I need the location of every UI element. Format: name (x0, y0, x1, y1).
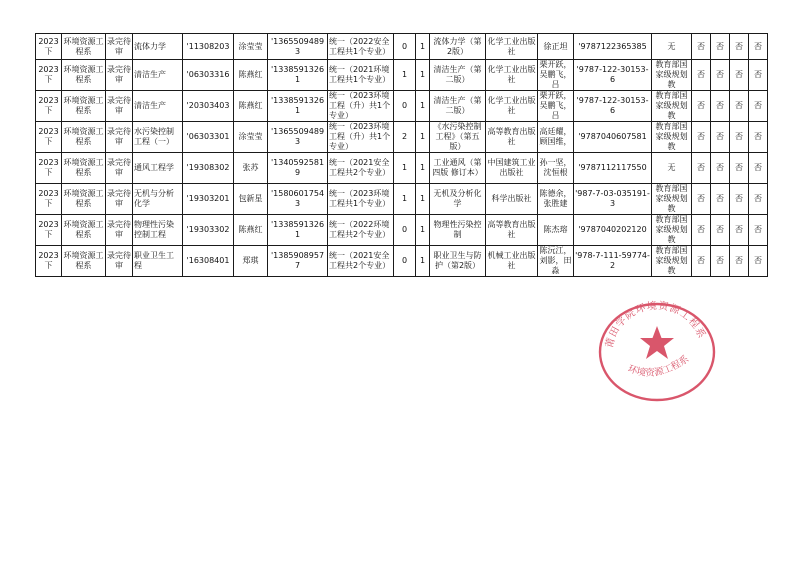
cell-editor: 陈沅江，刘影，田淼 (539, 246, 572, 275)
cell-col-b: 1 (416, 34, 430, 60)
cell-textbook: 物理性污染控制 (430, 215, 486, 246)
cell-isbn: '9787040607581 (574, 122, 652, 153)
cell-flag3: 否 (730, 184, 749, 215)
cell-flag2: 否 (711, 60, 730, 91)
cell-level: 教育部国家级规划教 (652, 122, 692, 153)
cell-teacher: 郑琪 (234, 246, 268, 277)
cell-textbook: 职业卫生与防护（第2版） (430, 246, 486, 277)
cell-col-a: 0 (394, 91, 416, 122)
cell-course: 无机与分析化学 (133, 184, 183, 215)
cell-flag2: 否 (711, 215, 730, 246)
cell-publisher: 科学出版社 (486, 184, 538, 215)
cell-col-b: 1 (416, 91, 430, 122)
textbook-table (35, 33, 768, 277)
cell-teacher: 张苏 (234, 153, 268, 184)
cell-level: 无 (652, 153, 692, 184)
cell-textbook: 清洁生产（第二版） (430, 60, 486, 91)
cell-phone: '13859089577 (268, 246, 328, 277)
textbook-table-sheet (35, 33, 768, 277)
cell-status: 录完待审 (106, 215, 133, 246)
cell-isbn: '9787040202120 (574, 215, 652, 246)
cell-phone: '13385913261 (268, 91, 328, 122)
cell-course-code: '19303201 (183, 184, 234, 215)
cell-flag3: 否 (730, 215, 749, 246)
cell-category: 统一（2021安全工程共2个专业） (328, 246, 394, 277)
cell-textbook: 无机及分析化学 (430, 184, 486, 215)
cell-level: 教育部国家级规划教 (652, 60, 692, 91)
cell-publisher: 化学工业出版社 (486, 91, 538, 122)
cell-publisher: 高等教育出版社 (486, 122, 538, 153)
cell-flag2: 否 (711, 122, 730, 153)
cell-department: 环境资源工程系 (62, 34, 106, 60)
cell-col-a: 1 (394, 153, 416, 184)
cell-flag2: 否 (711, 184, 730, 215)
cell-department: 环境资源工程系 (62, 246, 106, 277)
cell-flag1: 否 (692, 91, 711, 122)
cell-course-code: '19303302 (183, 215, 234, 246)
cell-department: 环境资源工程系 (62, 122, 106, 153)
cell-year-term: 2023下 (36, 184, 62, 215)
cell-flag1: 否 (692, 153, 711, 184)
cell-flag3: 否 (730, 34, 749, 60)
cell-course: 职业卫生工程 (133, 246, 183, 277)
cell-teacher: 涂莹莹 (234, 34, 268, 60)
cell-flag2: 否 (711, 34, 730, 60)
cell-department: 环境资源工程系 (62, 184, 106, 215)
cell-teacher: 陈燕红 (234, 215, 268, 246)
cell-flag4: 否 (749, 153, 768, 184)
cell-col-b: 1 (416, 184, 430, 215)
cell-status: 录完待审 (106, 246, 133, 277)
cell-flag3: 否 (730, 122, 749, 153)
department-seal-stamp (596, 298, 718, 402)
cell-flag4: 否 (749, 215, 768, 246)
cell-level: 教育部国家级规划教 (652, 91, 692, 122)
cell-course-code: '06303316 (183, 60, 234, 91)
cell-col-b: 1 (416, 246, 430, 277)
cell-flag4: 否 (749, 34, 768, 60)
cell-course: 水污染控制工程（一） (133, 122, 183, 153)
cell-status: 录完待审 (106, 184, 133, 215)
cell-isbn: '978-7-111-59774-2 (574, 246, 652, 277)
table-row (36, 184, 768, 215)
table-row (36, 122, 768, 153)
cell-editor: 栗开跃，吴鹏飞，吕 (539, 91, 572, 120)
cell-col-b: 1 (416, 60, 430, 91)
cell-department: 环境资源工程系 (62, 215, 106, 246)
cell-isbn: '9787-122-30153-6 (574, 60, 652, 91)
cell-status: 录完待审 (106, 153, 133, 184)
cell-level: 无 (652, 34, 692, 60)
cell-publisher: 高等教育出版社 (486, 215, 538, 246)
cell-category: 统一（2023环境工程（升）共1个专业） (328, 122, 394, 153)
cell-teacher: 陈燕红 (234, 91, 268, 122)
cell-isbn: '9787112117550 (574, 153, 652, 184)
cell-department: 环境资源工程系 (62, 153, 106, 184)
cell-col-a: 1 (394, 60, 416, 91)
cell-isbn: '9787-122-30153-6 (574, 91, 652, 122)
cell-category: 统一（2022安全工程共1个专业） (328, 34, 394, 60)
cell-flag1: 否 (692, 60, 711, 91)
cell-phone: '13655094893 (268, 122, 328, 153)
cell-category: 统一（2023环境工程（升）共1个专业） (328, 91, 394, 122)
cell-textbook: 工业通风（第四版 修订本） (430, 153, 486, 184)
cell-col-b: 1 (416, 153, 430, 184)
cell-course: 通风工程学 (133, 153, 183, 184)
table-row (36, 153, 768, 184)
table-row (36, 34, 768, 60)
cell-flag4: 否 (749, 60, 768, 91)
cell-flag1: 否 (692, 215, 711, 246)
cell-flag2: 否 (711, 246, 730, 277)
cell-year-term: 2023下 (36, 153, 62, 184)
cell-course: 清洁生产 (133, 91, 183, 122)
cell-flag4: 否 (749, 246, 768, 277)
cell-course-code: '16308401 (183, 246, 234, 277)
cell-col-a: 0 (394, 34, 416, 60)
cell-flag1: 否 (692, 246, 711, 277)
cell-course: 物理性污染控制工程 (133, 215, 183, 246)
cell-editor: 高廷耀，顾国维， (538, 122, 574, 153)
cell-col-b: 1 (416, 122, 430, 153)
cell-isbn: '987-7-03-035191-3 (574, 184, 652, 215)
cell-flag3: 否 (730, 91, 749, 122)
cell-year-term: 2023下 (36, 122, 62, 153)
table-row (36, 246, 768, 277)
cell-flag2: 否 (711, 91, 730, 122)
cell-category: 统一（2023环境工程共1个专业） (328, 184, 394, 215)
cell-year-term: 2023下 (36, 60, 62, 91)
cell-col-a: 2 (394, 122, 416, 153)
cell-editor: 徐正坦 (538, 34, 574, 60)
cell-level: 教育部国家级规划教 (652, 246, 692, 277)
cell-editor: 陈德余，张胜建 (538, 184, 574, 215)
cell-phone: '13655094893 (268, 34, 328, 60)
cell-level: 教育部国家级规划教 (652, 215, 692, 246)
cell-teacher: 陈燕红 (234, 60, 268, 91)
cell-textbook: 清洁生产（第二版） (430, 91, 486, 122)
cell-status: 录完待审 (106, 34, 133, 60)
cell-year-term: 2023下 (36, 91, 62, 122)
cell-course-code: '11308203 (183, 34, 234, 60)
cell-phone: '13385913261 (268, 60, 328, 91)
table-row (36, 60, 768, 91)
cell-course-code: '06303301 (183, 122, 234, 153)
cell-textbook: 《水污染控制工程》（第五版） (430, 122, 486, 153)
cell-textbook: 流体力学（第2版） (430, 34, 486, 60)
cell-department: 环境资源工程系 (62, 60, 106, 91)
cell-flag2: 否 (711, 153, 730, 184)
cell-flag4: 否 (749, 91, 768, 122)
table-row (36, 91, 768, 122)
cell-publisher: 机械工业出版社 (486, 246, 538, 277)
cell-col-b: 1 (416, 215, 430, 246)
cell-year-term: 2023下 (36, 34, 62, 60)
cell-flag1: 否 (692, 184, 711, 215)
cell-flag3: 否 (730, 246, 749, 277)
cell-phone: '13385913261 (268, 215, 328, 246)
cell-flag3: 否 (730, 60, 749, 91)
cell-phone: '15806017543 (268, 184, 328, 215)
cell-status: 录完待审 (106, 60, 133, 91)
cell-col-a: 0 (394, 246, 416, 277)
cell-course: 流体力学 (133, 34, 183, 60)
cell-editor: 栗开跃，吴鹏飞，吕 (539, 60, 572, 89)
cell-course-code: '20303403 (183, 91, 234, 122)
cell-publisher: 化学工业出版社 (486, 34, 538, 60)
cell-publisher: 中国建筑工业出版社 (486, 153, 538, 184)
cell-flag1: 否 (692, 34, 711, 60)
cell-teacher: 涂莹莹 (234, 122, 268, 153)
seal-outer-text: 莆田学院环境资源工程系 (604, 300, 708, 350)
cell-category: 统一（2022环境工程共2个专业） (328, 215, 394, 246)
cell-status: 录完待审 (106, 122, 133, 153)
svg-text:环境资源工程系 (626, 352, 691, 378)
table-row (36, 215, 768, 246)
cell-flag4: 否 (749, 122, 768, 153)
cell-year-term: 2023下 (36, 215, 62, 246)
cell-flag4: 否 (749, 184, 768, 215)
cell-course: 清洁生产 (133, 60, 183, 91)
cell-course-code: '19308302 (183, 153, 234, 184)
seal-inner-text: 环境资源工程系 (626, 353, 692, 379)
cell-teacher: 包新星 (234, 184, 268, 215)
cell-category: 统一（2021环境工程共1个专业） (328, 60, 394, 91)
cell-editor: 陈杰瑢 (538, 215, 574, 246)
cell-editor: 孙一坚，沈恒根 (538, 153, 574, 184)
cell-phone: '13405925819 (268, 153, 328, 184)
cell-status: 录完待审 (106, 91, 133, 122)
cell-publisher: 化学工业出版社 (486, 60, 538, 91)
cell-col-a: 0 (394, 215, 416, 246)
cell-year-term: 2023下 (36, 246, 62, 277)
cell-isbn: '9787122365385 (574, 34, 652, 60)
cell-flag3: 否 (730, 153, 749, 184)
cell-col-a: 1 (394, 184, 416, 215)
cell-level: 教育部国家级规划教 (652, 184, 692, 215)
cell-flag1: 否 (692, 122, 711, 153)
cell-department: 环境资源工程系 (62, 91, 106, 122)
cell-category: 统一（2021安全工程共2个专业） (328, 153, 394, 184)
